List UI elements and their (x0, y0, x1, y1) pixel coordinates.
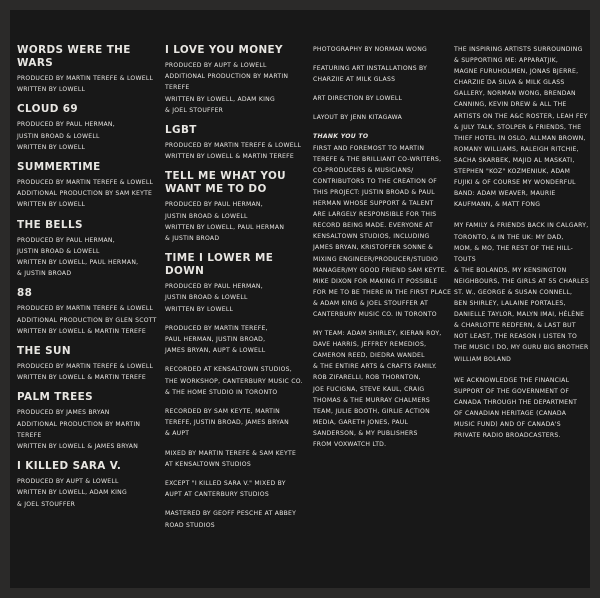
text-line: & SUPPORTING ME: APPARATJIK, (454, 57, 559, 65)
credit-line: JUSTIN BROAD & LOWELL (165, 294, 248, 302)
text-line: FIRST AND FOREMOST TO MARTIN (313, 144, 425, 152)
text-line: NEIGHBOURS, THE GIRLS AT 55 CHARLES (454, 277, 590, 285)
credit-line: & JUSTIN BROAD (165, 235, 220, 243)
song-credit (17, 219, 157, 280)
text-line: AT KENSALTOWN STUDIOS (165, 460, 251, 468)
text-line: THIS PROJECT: JUSTIN BROAD & PAUL (313, 188, 435, 196)
text-line: ARTISTS ON THE A&C ROSTER, LEAH FEY (454, 112, 588, 120)
credit-line: PRODUCED BY JAMES BRYAN (17, 409, 110, 417)
text-line: CAMERON REED, DIEDRA WANDEL (313, 352, 425, 360)
text-line: & ADAM KING & JOEL STOUFFER AT (313, 299, 429, 307)
text-line: SANDERSON, & MY PUBLISHERS (313, 429, 418, 437)
credit-line: WRITTEN BY LOWELL (17, 143, 86, 151)
text-line: RECORD BEING MADE. EVERYONE AT (313, 222, 434, 230)
text-line: KAUFMANN, & MATT FONG (454, 201, 541, 209)
song-title: THE BELLS (17, 218, 83, 231)
text-line: FOR ME TO BE THERE IN THE FIRST PLACE (313, 288, 452, 296)
text-line: HERMAN WHOSE SUPPORT & TALENT (313, 200, 434, 208)
credits-column-3 (313, 44, 455, 458)
text-line: & THE HOME STUDIO IN TORONTO (165, 388, 278, 396)
text-line: EXCEPT "I KILLED SARA V." MIXED BY (165, 480, 286, 488)
credits-column-1 (17, 44, 157, 518)
text-line: CANTERBURY MUSIC CO. IN TORONTO (313, 310, 437, 318)
text-line: BEN SHIRLEY, LALAINE PORTALES, (454, 300, 566, 308)
song-credit (165, 252, 305, 315)
credit-line: JUSTIN BROAD & LOWELL (165, 212, 248, 220)
text-line: CONTRIBUTORS TO THE CREATION OF (313, 177, 438, 185)
text-line: & CHARLOTTE REDFERN, & LAST BUT (454, 322, 576, 330)
art-credit-block (313, 112, 455, 123)
text-line: & AUPT (165, 430, 190, 438)
credit-line: WRITTEN BY LOWELL & MARTIN TEREFE (17, 374, 147, 382)
text-line: MY FAMILY & FRIENDS BACK IN CALGARY, (454, 222, 589, 230)
credit-line: WRITTEN BY LOWELL, ADAM KING (165, 95, 275, 103)
text-line: MIXING ENGINEER/PRODUCER/STUDIO (313, 255, 439, 263)
text-line: LAYOUT BY JENN KITAGAWA (313, 114, 403, 122)
credit-line: WRITTEN BY LOWELL (17, 201, 86, 209)
thanks-paragraph (313, 143, 455, 321)
credit-line: & JOEL STOUFFER (165, 106, 224, 114)
text-line: GALLERY, NORMAN WONG, BRENDAN (454, 90, 576, 98)
text-line: & THE BOLANDS, MY KENSINGTON (454, 266, 567, 274)
song-title: WORDS WERE THE WARS (17, 44, 131, 69)
text-line: MIKE DIXON FOR MAKING IT POSSIBLE (313, 277, 438, 285)
thanks-paragraph (454, 44, 594, 210)
text-line: ROAD STUDIOS (165, 521, 215, 529)
art-credit-block (313, 44, 455, 55)
text-line: JOE FUCIGNA, STEVE KAUL, CRAIG (313, 385, 425, 393)
text-line: FEATURING ART INSTALLATIONS BY (313, 65, 428, 73)
text-line: & THE ENTIRE ARTS & CRAFTS FAMILY. (313, 363, 437, 371)
production-credit-block (165, 364, 305, 398)
credit-line: & JUSTIN BROAD (17, 270, 72, 278)
credits-column-2 (165, 44, 305, 539)
credit-line: PRODUCED BY PAUL HERMAN, (165, 201, 263, 209)
text-line: PAUL HERMAN, JUSTIN BROAD, (165, 336, 266, 344)
song-title: 88 (17, 287, 33, 300)
text-line: JAMES BRYAN, AUPT & LOWELL (165, 347, 266, 355)
song-credit (165, 170, 305, 244)
credit-line: WRITTEN BY LOWELL (17, 86, 86, 94)
song-title: TELL ME WHAT YOU WANT ME TO DO (165, 170, 287, 196)
text-line: THE WORKSHOP, CANTERBURY MUSIC CO. (165, 377, 303, 385)
song-credit (17, 391, 157, 452)
text-line: AUPT AT CANTERBURY STUDIOS (165, 491, 269, 499)
song-credit (17, 460, 157, 510)
text-line: THIEF HOTEL IN OSLO, ALLMAN BROWN, (454, 134, 586, 142)
song-credit (165, 124, 305, 162)
song-credit (17, 103, 157, 153)
text-line: SUPPORT OF THE GOVERNMENT OF (454, 387, 570, 395)
song-title: TIME I LOWER ME DOWN (165, 252, 274, 278)
text-line: SACHA SKARBEK, MAJID AL MASKATI, (454, 156, 575, 164)
text-line: TEAM, JULIE BOOTH, GIRLIE ACTION (313, 407, 430, 415)
text-line: ROMANY WILLIAMS, RALEIGH RITCHIE, (454, 145, 579, 153)
text-line: DAVE HARRIS, JEFFREY REMEDIOS, (313, 341, 427, 349)
text-line: OF CANADIAN HERITAGE (CANADA (454, 409, 567, 417)
credit-line: PRODUCED BY AUPT & LOWELL (165, 62, 267, 69)
thanks-paragraph (454, 220, 594, 364)
text-line: MASTERED BY GEOFF PESCHE AT ABBEY (165, 510, 297, 518)
text-line: PRODUCED BY MARTIN TEREFE, (165, 324, 268, 332)
text-line: MAGNE FURUHOLMEN, JONAS BJERRE, (454, 68, 579, 76)
text-line: WE ACKNOWLEDGE THE FINANCIAL (454, 376, 570, 384)
credit-line: PRODUCED BY AUPT & LOWELL (17, 478, 119, 486)
credit-line: PRODUCED BY PAUL HERMAN, (17, 236, 115, 244)
text-line: CHARZIIE AT MILK GLASS (313, 76, 396, 84)
text-line: ST. W., GEORGE & SUSAN CONNELL, (454, 288, 573, 296)
text-line: TEREFE & THE BRILLIANT CO-WRITERS, (313, 155, 442, 163)
production-credit-block (165, 448, 305, 470)
song-title: SUMMERTIME (17, 161, 101, 174)
credit-line: WRITTEN BY LOWELL, PAUL HERMAN (165, 223, 285, 231)
credit-line: PRODUCED BY PAUL HERMAN, (165, 283, 263, 291)
text-line: PHOTOGRAPHY BY NORMAN WONG (313, 46, 427, 53)
text-line: CHARZIIE DA SILVA & MILK GLASS (454, 79, 565, 87)
production-credit-block (165, 323, 305, 357)
production-credit-block (165, 406, 305, 440)
text-line: KENSALTOWN STUDIOS, INCLUDING (313, 233, 430, 241)
text-line: THE MUSIC I DO, MY GURU BIG BROTHER (454, 344, 589, 352)
song-credit (165, 44, 305, 116)
text-line: CANNING, KEVIN DREW & ALL THE (454, 101, 567, 109)
art-credit-block (313, 63, 455, 85)
song-title: THE SUN (17, 345, 71, 358)
credits-column-4 (454, 44, 594, 449)
credit-line: & JOEL STOUFFER (17, 500, 76, 508)
credit-line: PRODUCED BY MARTIN TEREFE & LOWELL (17, 179, 154, 187)
text-line: ARE LARGELY RESPONSIBLE FOR THIS (313, 211, 437, 219)
song-title: I LOVE YOU MONEY (165, 44, 283, 56)
song-title: PALM TREES (17, 391, 94, 404)
credit-line: ADDITIONAL PRODUCTION BY MARTIN TEREFE (17, 420, 141, 439)
text-line: ROB ZIFARELLI, ROB THORNTON, (313, 374, 421, 382)
text-line: NOT LEAST, THE REASON I LISTEN TO (454, 333, 578, 341)
credit-line: WRITTEN BY LOWELL, PAUL HERMAN, (17, 259, 139, 267)
credit-line: ADDITIONAL PRODUCTION BY GLEN SCOTT (17, 316, 157, 324)
song-title: CLOUD 69 (17, 103, 79, 116)
credit-line: PRODUCED BY MARTIN TEREFE & LOWELL (165, 142, 302, 150)
text-line: MEDIA, GARETH JONES, PAUL (313, 418, 409, 426)
production-credit-block (165, 478, 305, 500)
credit-line: PRODUCED BY MARTIN TEREFE & LOWELL (17, 75, 154, 82)
text-line: ART DIRECTION BY LOWELL (313, 95, 403, 103)
credit-line: PRODUCED BY MARTIN TEREFE & LOWELL (17, 305, 154, 313)
text-line: MOM, & MO, THE REST OF THE HILL-TOUTS (454, 244, 574, 263)
text-line: & JULY TALK, STOLPER & FRIENDS, THE (454, 123, 582, 131)
song-credit (17, 345, 157, 383)
acknowledgement-paragraph (454, 375, 594, 442)
thanks-heading: THANK YOU TO (313, 133, 369, 141)
text-line: FROM VOXWATCH LTD. (313, 441, 387, 448)
text-line: DANIELLE TAYLOR, MALYN IMAI, HÉLÈNE (454, 311, 585, 319)
song-credit (17, 287, 157, 337)
text-line: WILLIAM BOLAND (454, 355, 512, 363)
credit-line: ADDITIONAL PRODUCTION BY SAM KEYTE (17, 190, 153, 198)
song-title: LGBT (165, 124, 197, 137)
credit-line: WRITTEN BY LOWELL & MARTIN TEREFE (17, 327, 147, 335)
credit-line: PRODUCED BY PAUL HERMAN, (17, 121, 115, 129)
text-line: CANADA THROUGH THE DEPARTMENT (454, 398, 578, 406)
text-line: THOMAS & THE MURRAY CHALMERS (313, 396, 431, 404)
song-credit (17, 44, 157, 95)
text-line: PRIVATE RADIO BROADCASTERS. (454, 432, 561, 440)
text-line: CO-PRODUCERS & MUSICIANS/ (313, 166, 414, 174)
credit-line: WRITTEN BY LOWELL (165, 305, 234, 313)
text-line: BAND: ADAM WEAVER, MAURIE (454, 190, 556, 198)
art-credit-block (313, 93, 455, 104)
song-title: I KILLED SARA V. (17, 460, 122, 473)
credit-line: WRITTEN BY LOWELL & JAMES BRYAN (17, 443, 139, 451)
text-line: THE INSPIRING ARTISTS SURROUNDING (454, 46, 583, 53)
text-line: MUSIC FUND) AND OF CANADA'S (454, 421, 561, 428)
text-line: TEREFE, JUSTIN BROAD, JAMES BRYAN (165, 419, 289, 427)
text-line: RECORDED AT KENSALTOWN STUDIOS, (165, 366, 292, 374)
thanks-paragraph (313, 328, 455, 450)
text-line: JAMES BRYAN, KRISTOFFER SONNE & (313, 244, 434, 252)
text-line: MY TEAM: ADAM SHIRLEY, KIERAN ROY, (313, 330, 442, 338)
text-line: FUJIKI & OF COURSE MY WONDERFUL (454, 179, 576, 187)
text-line: STEPHEN "KOZ" KOZMENIUK, ADAM (454, 168, 571, 176)
song-credit (17, 161, 157, 211)
credit-line: JUSTIN BROAD & LOWELL (17, 247, 100, 255)
credit-line: JUSTIN BROAD & LOWELL (17, 132, 100, 140)
text-line: MIXED BY MARTIN TEREFE & SAM KEYTE (165, 449, 297, 457)
credit-line: PRODUCED BY MARTIN TEREFE & LOWELL (17, 363, 154, 371)
text-line: TORONTO, & IN THE UK: MY DAD, (454, 233, 564, 241)
text-line: MANAGER/MY GOOD FRIEND SAM KEYTE. (313, 266, 448, 274)
credit-line: WRITTEN BY LOWELL & MARTIN TEREFE (165, 153, 295, 161)
credit-line: WRITTEN BY LOWELL, ADAM KING (17, 489, 127, 497)
text-line: RECORDED BY SAM KEYTE, MARTIN (165, 408, 280, 416)
production-credit-block (165, 508, 305, 530)
credit-line: ADDITIONAL PRODUCTION BY MARTIN TEREFE (165, 73, 289, 92)
